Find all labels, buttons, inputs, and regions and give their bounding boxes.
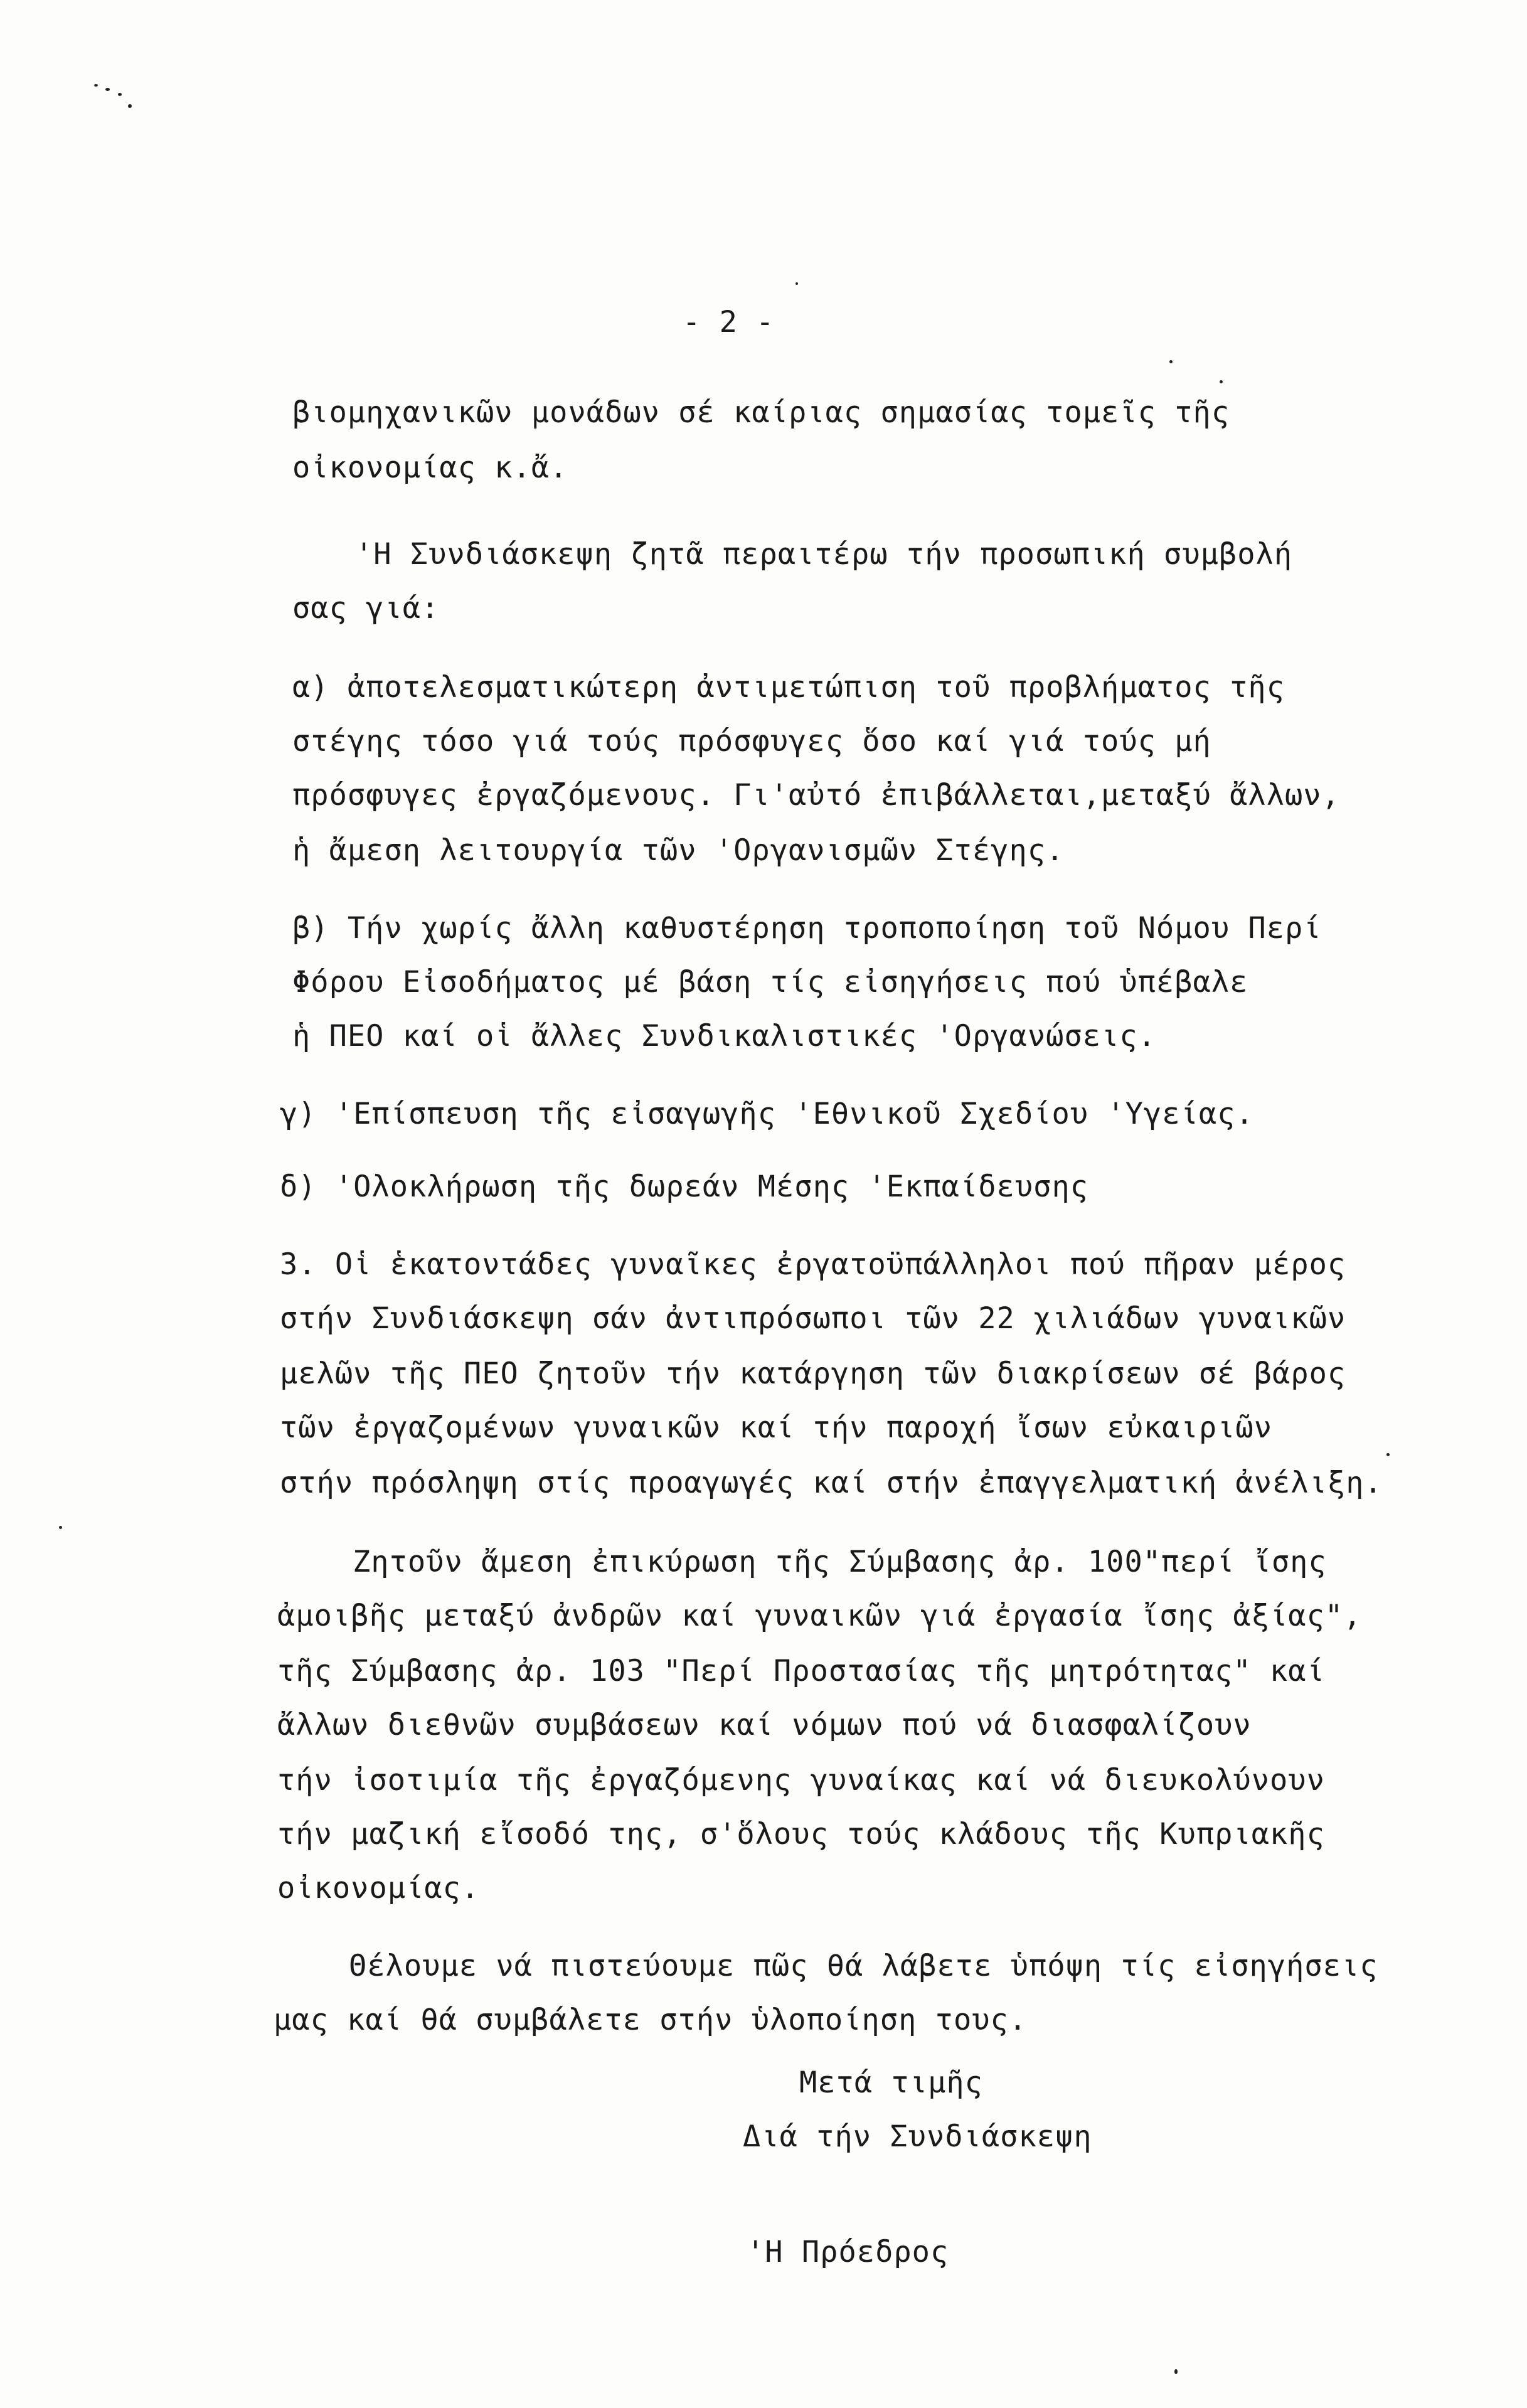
scan-speck xyxy=(105,88,110,91)
text-line: τῶν ἐργαζομένων γυναικῶν καί τήν παροχή ἴσων εὐκαιριῶν xyxy=(280,1410,1273,1445)
scan-speck xyxy=(59,1526,62,1529)
closing-signatory: 'Η Πρόεδρος xyxy=(747,2235,949,2269)
text-line: Θέλουμε νά πιστεύουμε πῶς θά λάβετε ὑπόψη τίς εἰσηγήσεις xyxy=(349,1949,1378,1983)
text-line: Φόρου Εἰσοδήματος μέ βάση τίς εἰσηγήσεις πού ὑπέβαλε xyxy=(292,965,1248,999)
text-line: μας καί θά συμβάλετε στήν ὑλοποίηση τους. xyxy=(274,2003,1028,2037)
scan-speck xyxy=(1174,2369,1178,2374)
scan-speck xyxy=(128,104,132,108)
text-line: 3. Οἱ ἑκατοντάδες γυναῖκες ἐργατοϋπάλληλοι πού πῆραν μέρος xyxy=(280,1247,1346,1282)
text-line: β) Τήν χωρίς ἄλλη καθυστέρηση τροποποίηση τοῦ Νόμου Περί xyxy=(292,911,1322,946)
text-line: στήν Συνδιάσκεψη σάν ἀντιπρόσωποι τῶν 22 χιλιάδων γυναικῶν xyxy=(280,1301,1346,1336)
text-line: τήν ἰσοτιμία τῆς ἐργαζόμενης γυναίκας καί νά διευκολύνουν xyxy=(277,1763,1325,1798)
text-line: 'Η Συνδιάσκεψη ζητᾶ περαιτέρω τήν προσωπική συμβολή xyxy=(355,537,1293,572)
text-line: στήν πρόσληψη στίς προαγωγές καί στήν ἐπαγγελματική ἀνέλιξη. xyxy=(280,1466,1383,1500)
scan-speck xyxy=(94,84,98,87)
page-number: - 2 - xyxy=(683,305,775,339)
text-line: σας γιά: xyxy=(292,591,440,626)
text-line: ἄλλων διεθνῶν συμβάσεων καί νόμων πού νά διασφαλίζουν xyxy=(277,1708,1252,1742)
text-line: τῆς Σύμβασης ἀρ. 103 "Περί Προστασίας τῆς μητρότητας" καί xyxy=(277,1654,1325,1688)
text-line: τήν μαζική εἴσοδό της, σ'ὅλους τούς κλάδους τῆς Κυπριακῆς xyxy=(277,1817,1325,1851)
text-line: γ) 'Επίσπευση τῆς εἰσαγωγῆς 'Εθνικοῦ Σχεδίου 'Υγείας. xyxy=(280,1097,1254,1131)
text-line: μελῶν τῆς ΠΕΟ ζητοῦν τήν κατάργηση τῶν διακρίσεων σέ βάρος xyxy=(280,1356,1346,1391)
scan-speck xyxy=(1386,1453,1390,1456)
text-line: στέγης τόσο γιά τούς πρόσφυγες ὅσο καί γιά τούς μή xyxy=(292,724,1211,759)
scan-speck xyxy=(1169,360,1173,363)
text-line: ἡ ΠΕΟ καί οἱ ἄλλες Συνδικαλιστικές 'Οργανώσεις. xyxy=(292,1019,1156,1053)
text-line: ἀμοιβῆς μεταξύ ἀνδρῶν καί γυναικῶν γιά ἐργασία ἴσης ἀξίας", xyxy=(277,1599,1362,1633)
text-line: πρόσφυγες ἐργαζόμενους. Γι'αὐτό ἐπιβάλλεται,μεταξύ ἄλλων, xyxy=(292,778,1340,812)
text-line: οἰκονομίας κ.ἄ. xyxy=(292,450,568,485)
text-line: ἡ ἄμεση λειτουργία τῶν 'Οργανισμῶν Στέγης. xyxy=(292,833,1065,868)
text-line: α) ἀποτελεσματικώτερη ἀντιμετώπιση τοῦ προβλήματος τῆς xyxy=(292,670,1285,705)
scan-speck xyxy=(118,93,122,96)
text-line: βιομηχανικῶν μονάδων σέ καίριας σημασίας τομεῖς τῆς xyxy=(292,395,1230,430)
scan-speck xyxy=(1220,380,1223,383)
scan-speck xyxy=(795,282,798,285)
closing-on-behalf: Διά τήν Συνδιάσκεψη xyxy=(743,2119,1092,2154)
text-line: οἰκονομίας. xyxy=(277,1871,480,1905)
text-line: Ζητοῦν ἄμεση ἐπικύρωση τῆς Σύμβασης ἀρ. 100"περί ἴσης xyxy=(353,1545,1327,1579)
closing-regards: Μετά τιμῆς xyxy=(799,2065,983,2100)
text-line: δ) 'Ολοκλήρωση τῆς δωρεάν Μέσης 'Εκπαίδευσης xyxy=(280,1169,1089,1204)
